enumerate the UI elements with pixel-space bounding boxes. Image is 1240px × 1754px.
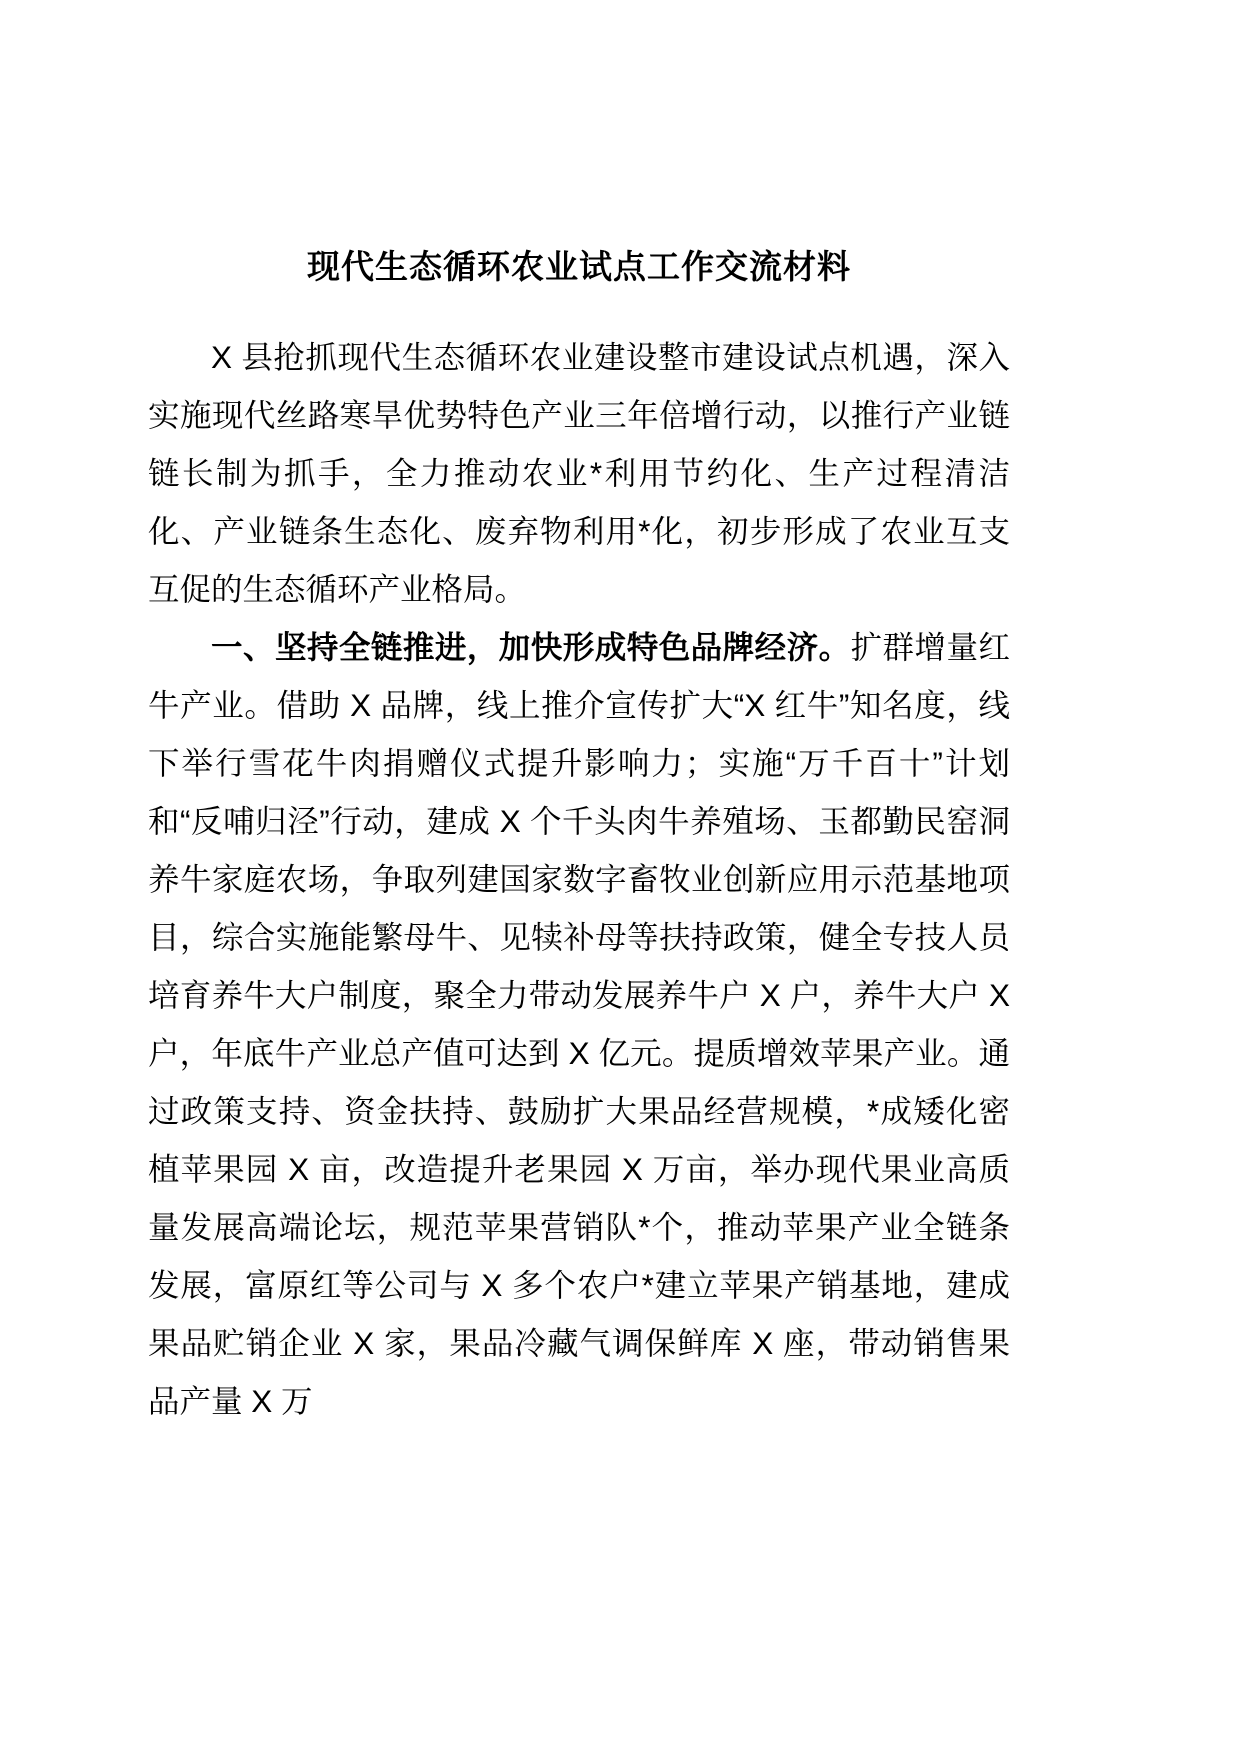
paragraph-section-1-heading: 一、坚持全链推进，加快形成特色品牌经济。 [211,629,851,665]
paragraph-section-1 [148,618,1010,1430]
paragraph-section-1-text: 扩群增量红牛产业。借助 X 品牌，线上推介宣传扩大“X 红牛”知名度，线下举行雪花牛肉捐赠仪式提升影响力；实施“万千百十”计划和“反哺归泾”行动，建成 X 个千头肉牛养殖场、玉都勤民窑洞养牛家庭农场，争取列建国家数字畜牧业创新应用示范基地项目，综合实施能繁母牛、见犊补母等扶持政策，健全专技人员培育养牛大户制度，聚全力带动发展养牛户 X 户，养牛大户 X 户，年底牛产业总产值可达到 X 亿元。提质增效苹果产业。通过政策支持、资金扶持、鼓励扩大果品经营规模，*成矮化密植苹果园 X 亩，改造提升老果园 X 万亩，举办现代果业高质量发展高端论坛，规范苹果营销队*个，推动苹果产业全链条发展，富原红等公司与 X 多个农户*建立苹果产销基地，建成果品贮销企业 X 家，果品冷藏气调保鲜库 X 座，带动销售果品产量 X 万 [148,629,1010,1419]
paragraph-intro [148,328,1010,618]
paragraph-intro-text: X 县抢抓现代生态循环农业建设整市建设试点机遇，深入实施现代丝路寒旱优势特色产业三年倍增行动，以推行产业链链长制为抓手，全力推动农业*利用节约化、生产过程清洁化、产业链条生态化、废弃物利用*化，初步形成了农业互支互促的生态循环产业格局。 [148,339,1010,607]
document-title: 现代生态循环农业试点工作交流材料 [307,248,851,285]
